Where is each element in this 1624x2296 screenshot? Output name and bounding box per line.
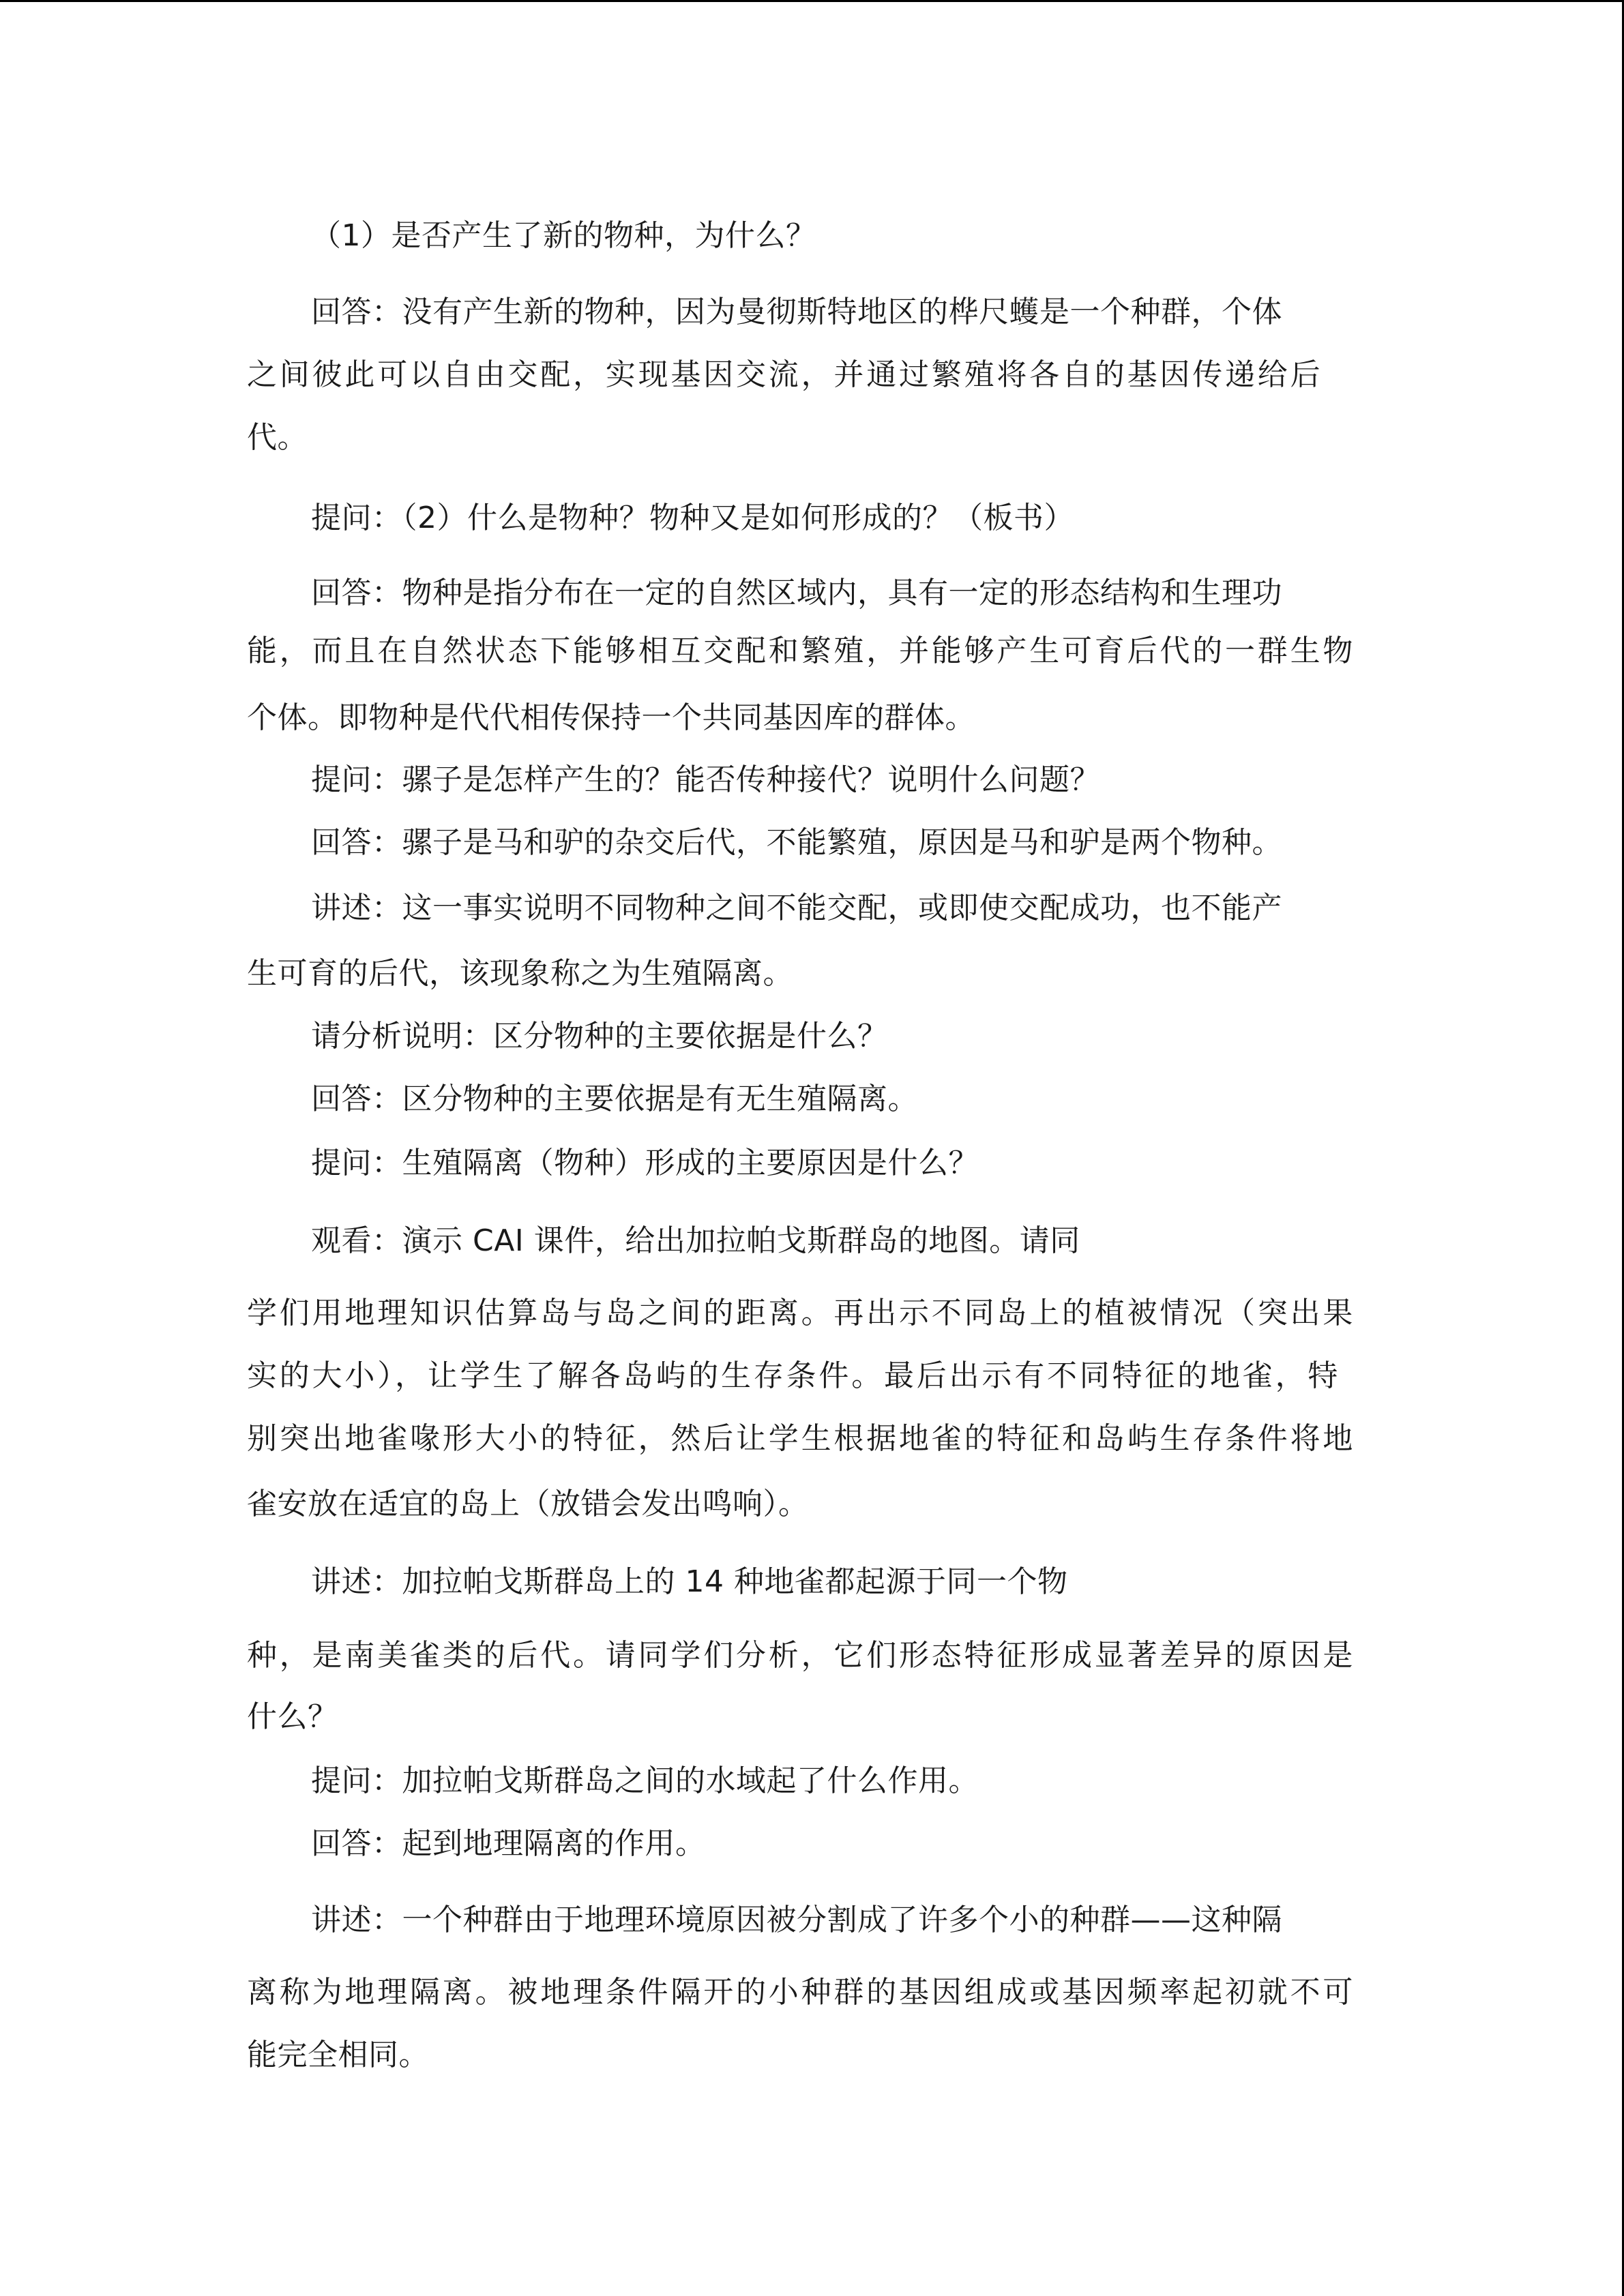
question-line: 提问：加拉帕戈斯群岛之间的水域起了什么作用。 [311, 1763, 979, 1798]
answer-line: 个体。即物种是代代相传保持一个共同基因库的群体。 [247, 700, 975, 735]
activity-line: 雀安放在适宜的岛上（放错会发出鸣响）。 [247, 1487, 809, 1521]
analysis-prompt: 请分析说明：区分物种的主要依据是什么？ [311, 1019, 888, 1054]
narration-line: 离称为地理隔离。被地理条件隔开的小种群的基因组成或基因频率起初就不可 [247, 1975, 1356, 2010]
answer-line: 能，而且在自然状态下能够相互交配和繁殖，并能够产生可育后代的一群生物 [247, 633, 1356, 668]
narration-line: 什么？ [247, 1699, 338, 1734]
activity-line: 别突出地雀喙形大小的特征，然后让学生根据地雀的特征和岛屿生存条件将地 [247, 1421, 1356, 1456]
question-1-heading: （1）是否产生了新的物种，为什么？ [311, 218, 816, 253]
question-line: 提问：骡子是怎样产生的？能否传种接代？说明什么问题？ [311, 762, 1100, 797]
narration-line: 能完全相同。 [247, 2038, 429, 2072]
activity-line: 实的大小），让学生了解各岛屿的生存条件。最后出示有不同特征的地雀，特 [247, 1358, 1341, 1393]
answer-line: 回答：骡子是马和驴的杂交后代，不能繁殖，原因是马和驴是两个物种。 [311, 825, 1282, 860]
activity-line: 观看：演示 CAI 课件，给出加拉帕戈斯群岛的地图。请同 [311, 1223, 1080, 1258]
question-line: 提问：生殖隔离（物种）形成的主要原因是什么？ [311, 1146, 979, 1180]
answer-line: 代。 [247, 420, 308, 455]
answer-line: 回答：物种是指分布在一定的自然区域内，具有一定的形态结构和生理功 [311, 576, 1282, 610]
narration-line: 讲述：这一事实说明不同物种之间不能交配，或即使交配成功，也不能产 [311, 891, 1282, 925]
narration-line: 生可育的后代，该现象称之为生殖隔离。 [247, 956, 793, 991]
answer-line: 回答：起到地理隔离的作用。 [311, 1826, 706, 1861]
answer-line: 之间彼此可以自由交配，实现基因交流，并通过繁殖将各自的基因传递给后 [247, 357, 1323, 392]
activity-line: 学们用地理知识估算岛与岛之间的距离。再出示不同岛上的植被情况（突出果 [247, 1296, 1356, 1330]
narration-line: 讲述：一个种群由于地理环境原因被分割成了许多个小的种群——这种隔 [311, 1903, 1282, 1937]
narration-line: 种，是南美雀类的后代。请同学们分析，它们形态特征形成显著差异的原因是 [247, 1638, 1356, 1673]
answer-line: 回答：区分物种的主要依据是有无生殖隔离。 [311, 1082, 918, 1116]
question-line: 提问：（2）什么是物种？物种又是如何形成的？（板书） [311, 501, 1074, 535]
narration-line: 讲述：加拉帕戈斯群岛上的 14 种地雀都起源于同一个物 [311, 1564, 1068, 1599]
answer-line: 回答：没有产生新的物种，因为曼彻斯特地区的桦尺蠖是一个种群，个体 [311, 295, 1282, 329]
